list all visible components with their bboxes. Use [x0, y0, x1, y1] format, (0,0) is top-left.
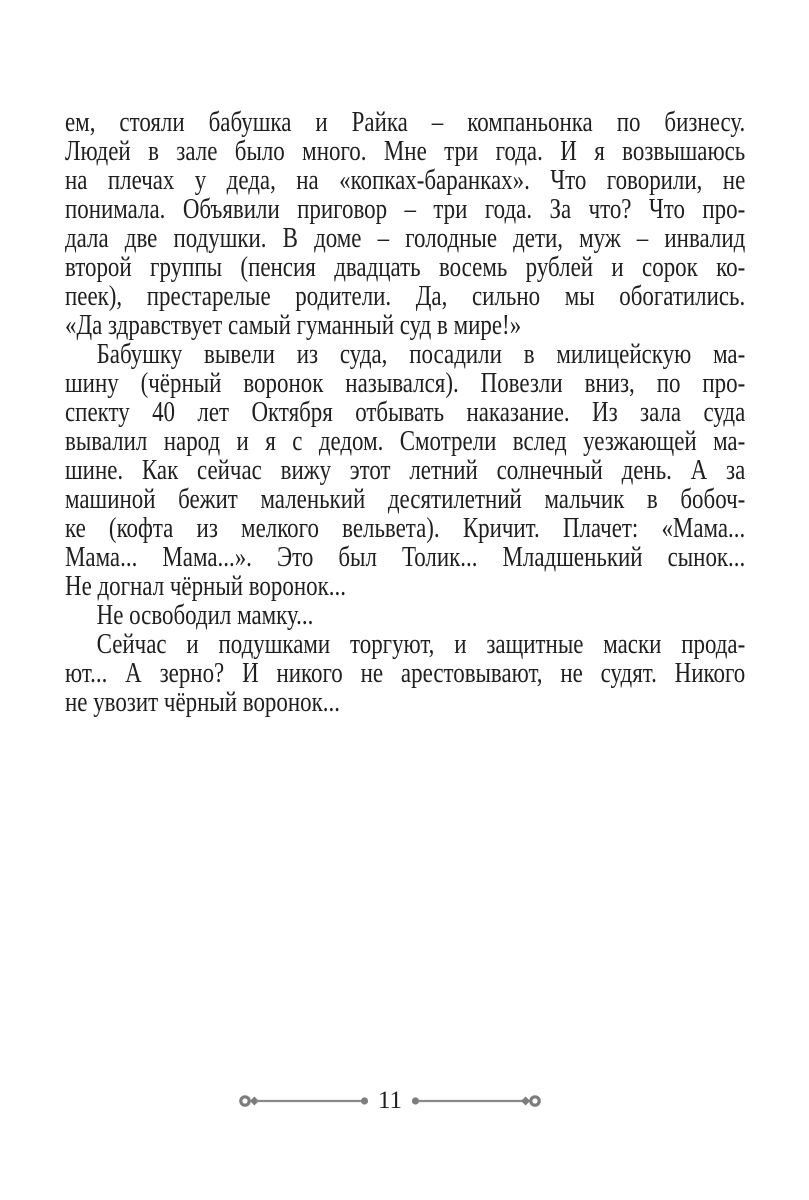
- text-line: ют... А зерно? И никого не арестовывают, не судят. Никого: [65, 657, 746, 689]
- text-line: Людей в зале было много. Мне три года. И я возвышаюсь: [65, 135, 746, 167]
- body-text: [65, 108, 745, 717]
- footer-rule-left-icon: [238, 1093, 369, 1109]
- text-line: не увозит чёрный воронок...: [65, 686, 340, 718]
- text-line: Сейчас и подушками торгуют, и защитные маски прода-: [96, 628, 746, 660]
- text-line: ем, стояли бабушка и Райка – компаньонка по бизнесу.: [65, 106, 746, 138]
- text-line: машиной бежит маленький десятилетний мальчик в бобоч-: [65, 483, 746, 515]
- text-line: Бабушку вывели из суда, посадили в милицейскую ма-: [96, 338, 746, 370]
- text-line: на плечах у деда, на «копках-баранках». Что говорили, не: [65, 164, 746, 196]
- text-line: «Да здравствует самый гуманный суд в мире!»: [65, 309, 522, 341]
- footer-rule-right-icon: [411, 1093, 542, 1109]
- text-line: Не освободил мамку...: [96, 599, 314, 631]
- text-line: дала две подушки. В доме – голодные дети, муж – инвалид: [65, 222, 746, 254]
- text-line: понимала. Объявили приговор – три года. За что? Что про-: [65, 193, 746, 225]
- text-line: спекту 40 лет Октября отбывать наказание. Из зала суда: [65, 396, 746, 428]
- text-line: второй группы (пенсия двадцать восемь рублей и сорок ко-: [65, 251, 746, 283]
- text-line: шине. Как сейчас вижу этот летний солнечный день. А за: [65, 454, 746, 486]
- text-line: Мама... Мама...». Это был Толик... Младшенький сынок...: [65, 541, 746, 573]
- text-line: вывалил народ и я с дедом. Смотрели вслед уезжающей ма-: [65, 425, 746, 457]
- page-number: 11: [377, 1087, 403, 1114]
- text-line: Не догнал чёрный воронок...: [65, 570, 346, 602]
- text-line: ке (кофта из мелкого вельвета). Кричит. Плачет: «Мама...: [65, 512, 746, 544]
- text-line: пеек), престарелые родители. Да, сильно мы обогатились.: [65, 280, 746, 312]
- text-line: шину (чёрный воронок назывался). Повезли вниз, по про-: [65, 367, 746, 399]
- page-footer: [235, 1088, 545, 1114]
